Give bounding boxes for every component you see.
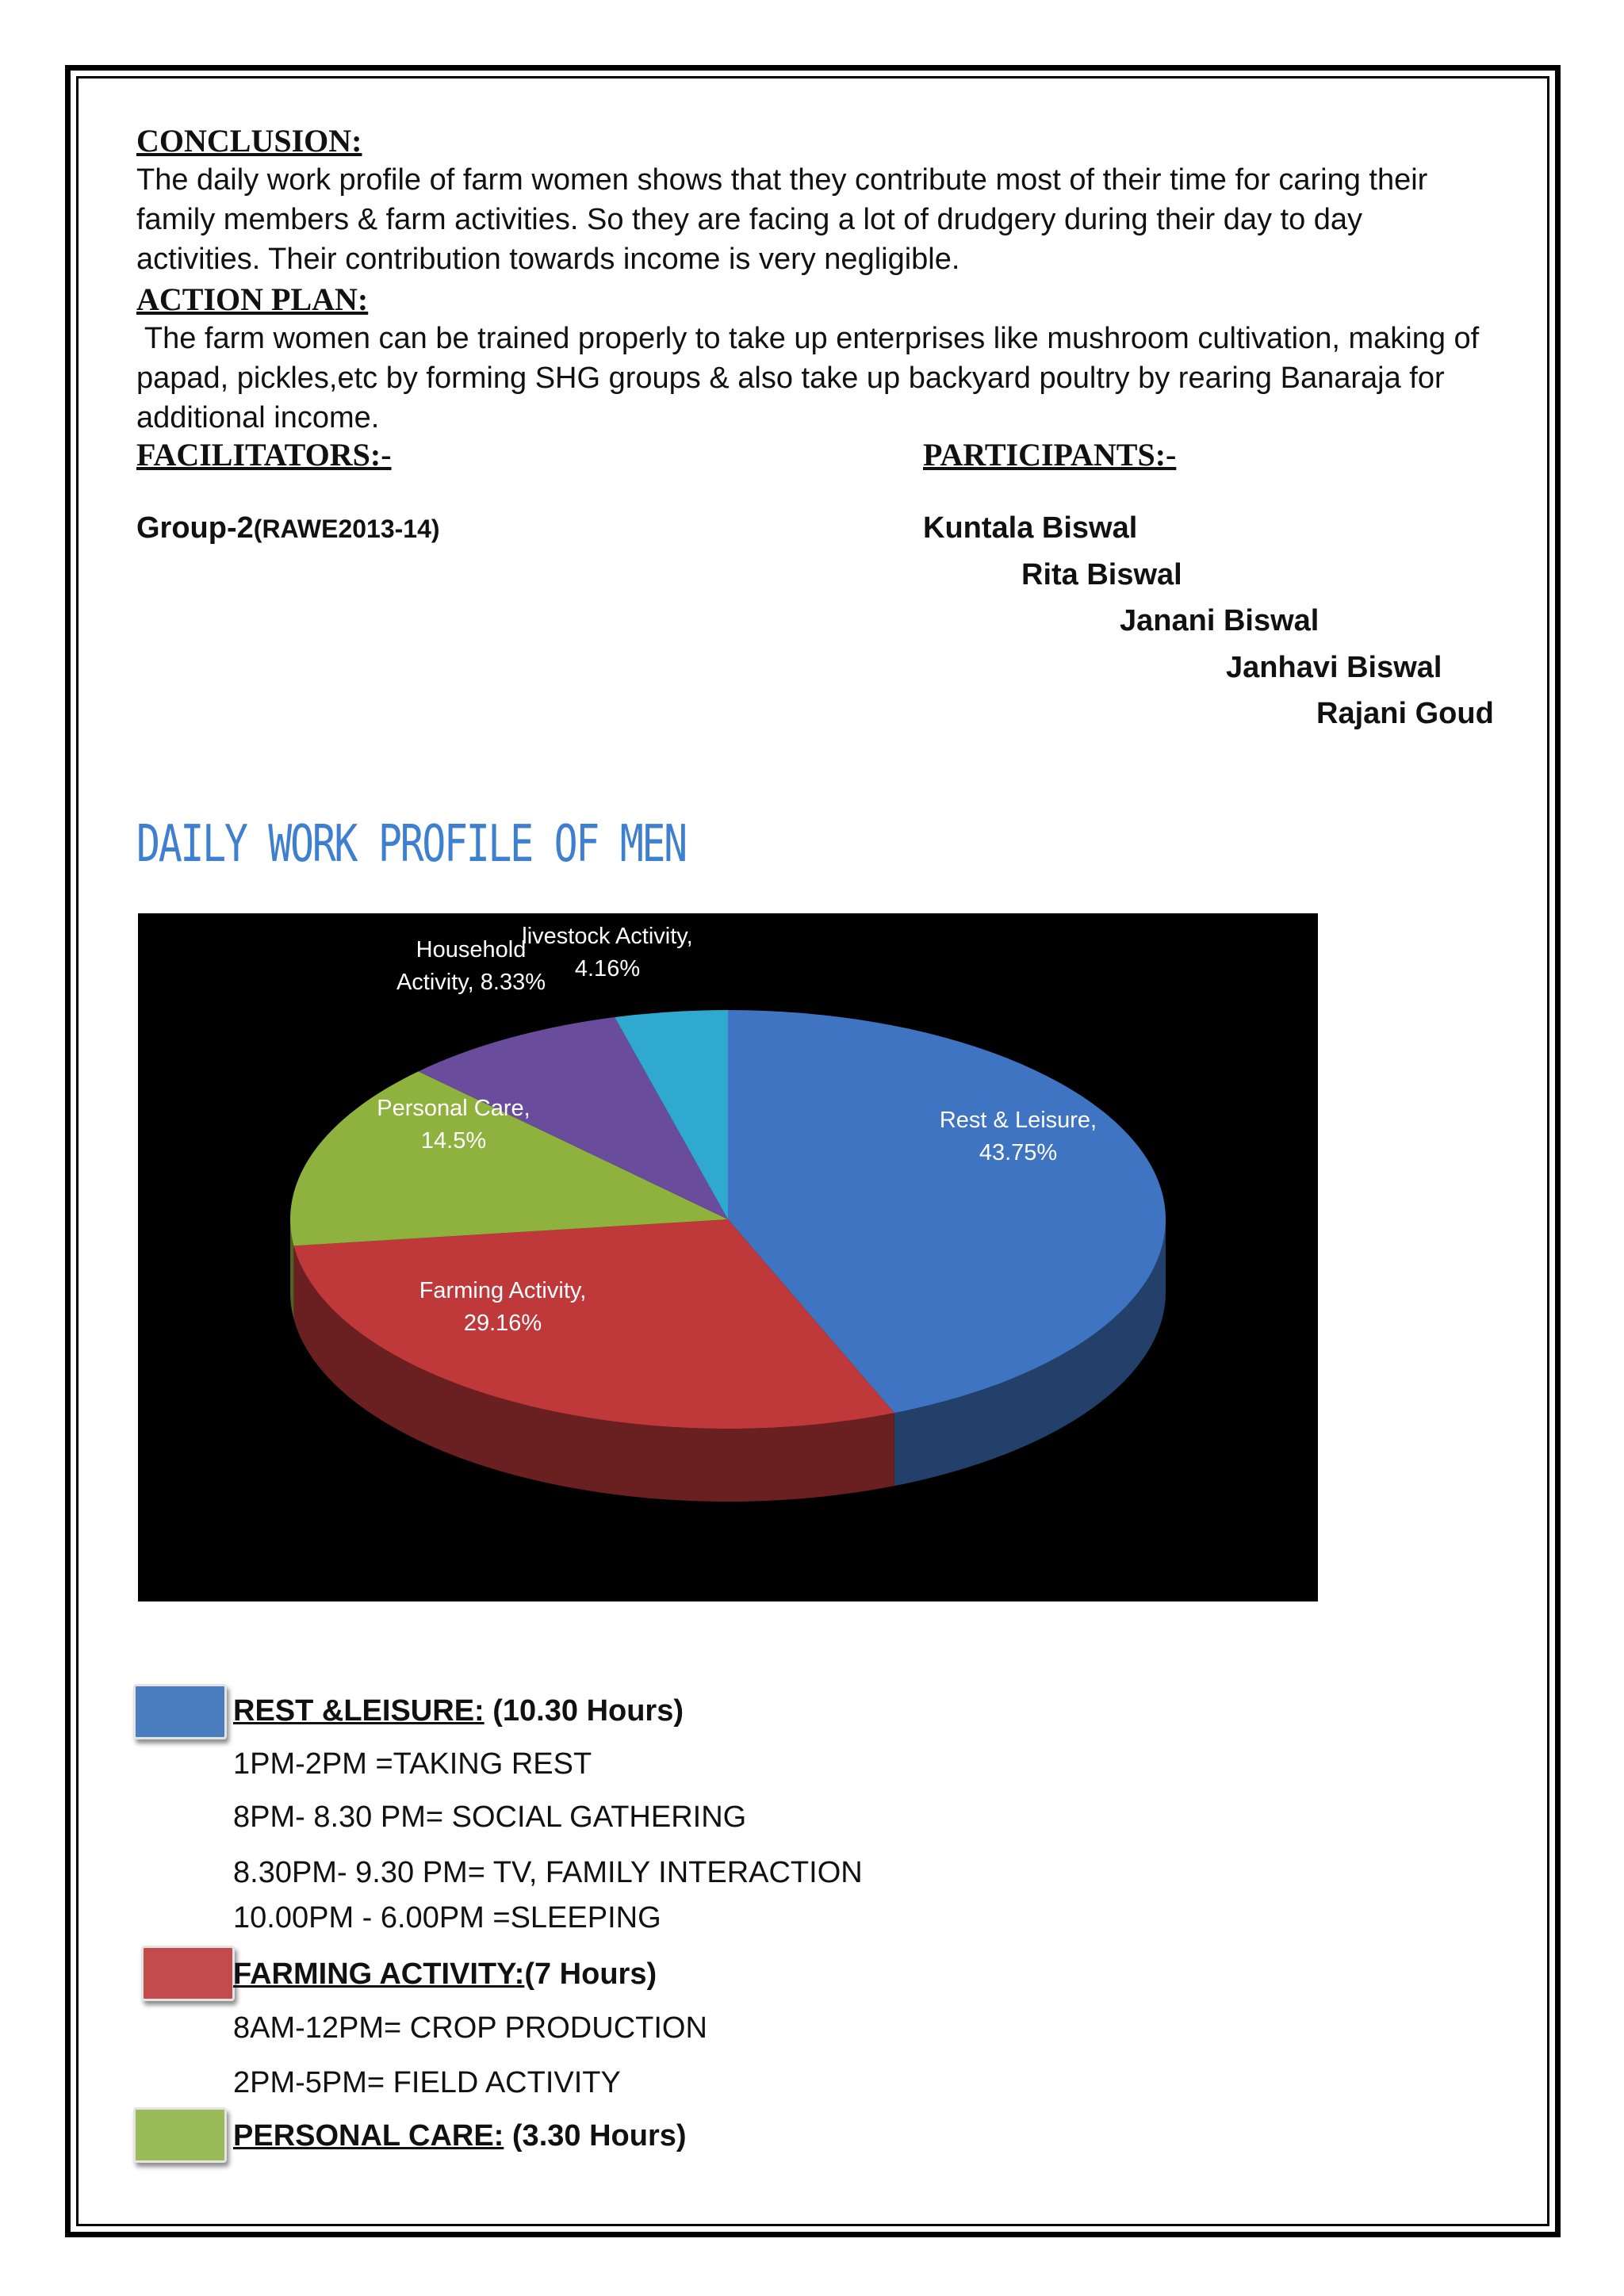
conclusion-heading: CONCLUSION: [136,123,362,159]
pie-chart-svg [138,913,1318,1601]
farming-activity-title: FARMING ACTIVITY: [233,1957,525,1991]
farming-activity-item: 8AM-12PM= CROP PRODUCTION [233,2011,707,2045]
personal-care-title: PERSONAL CARE: [233,2119,504,2152]
rest-leisure-swatch [133,1684,227,1739]
rest-leisure-heading [233,1692,684,1730]
facilitators-heading: FACILITATORS:- [136,437,392,473]
conclusion-line: activities. Their contribution towards income is very negligible. [136,243,960,276]
rest-leisure-hours: (10.30 Hours) [484,1694,684,1728]
participants-heading: PARTICIPANTS:- [923,437,1177,473]
personal-care-hours: (3.30 Hours) [504,2119,687,2152]
rest-leisure-item: 8PM- 8.30 PM= SOCIAL GATHERING [233,1800,747,1834]
action-plan-line: The farm women can be trained properly to take up enterprises like mushroom cultivation, making of [136,322,1480,355]
rest-leisure-item: 1PM-2PM =TAKING REST [233,1747,592,1781]
pie-label-farming-activity: Farming Activity, 29.16% [419,1278,587,1336]
participant-name: Rajani Goud [1316,697,1494,730]
action-plan-line: papad, pickles,etc by forming SHG groups & also take up backyard poultry by rearing Banaraja for [136,362,1445,395]
rest-leisure-item: 8.30PM- 9.30 PM= TV, FAMILY INTERACTION [233,1856,863,1889]
pie-label-household-activity: Household Activity, 8.33% [396,937,546,995]
farming-activity-swatch [141,1946,235,2001]
pie-label-rest-leisure: Rest & Leisure, 43.75% [939,1108,1097,1165]
conclusion-line: family members & farm activities. So they are facing a lot of drudgery during their day to day [136,203,1363,236]
participant-name: Kuntala Biswal [923,511,1138,545]
group-session: (RAWE2013-14) [253,515,440,543]
action-plan-text [136,319,1500,438]
rest-leisure-item: 10.00PM - 6.00PM =SLEEPING [233,1901,661,1934]
farming-activity-item: 2PM-5PM= FIELD ACTIVITY [233,2066,621,2099]
action-plan-heading: ACTION PLAN: [136,281,369,317]
pie-label-livestock-activity: livestock Activity, 4.16% [522,924,693,982]
participant-name: Janhavi Biswal [1226,651,1442,684]
conclusion-line: The daily work profile of farm women shows that they contribute most of their time for caring their [136,163,1428,197]
pie-chart [138,913,1318,1601]
pie-label-personal-care: Personal Care, 14.5% [377,1096,530,1154]
participant-name: Janani Biswal [1120,604,1320,637]
chart-title: DAILY WORK PROFILE OF MEN [136,815,686,874]
personal-care-swatch [133,2107,227,2163]
group-name: Group-2 [136,511,254,545]
participant-name: Rita Biswal [1021,558,1182,591]
rest-leisure-title: REST &LEISURE: [233,1694,485,1728]
conclusion-text [136,160,1500,279]
farming-activity-heading [233,1955,657,1993]
action-plan-line: additional income. [136,401,380,434]
personal-care-heading [233,2117,687,2155]
facilitator-group [136,509,440,548]
farming-activity-hours: (7 Hours) [524,1957,657,1991]
